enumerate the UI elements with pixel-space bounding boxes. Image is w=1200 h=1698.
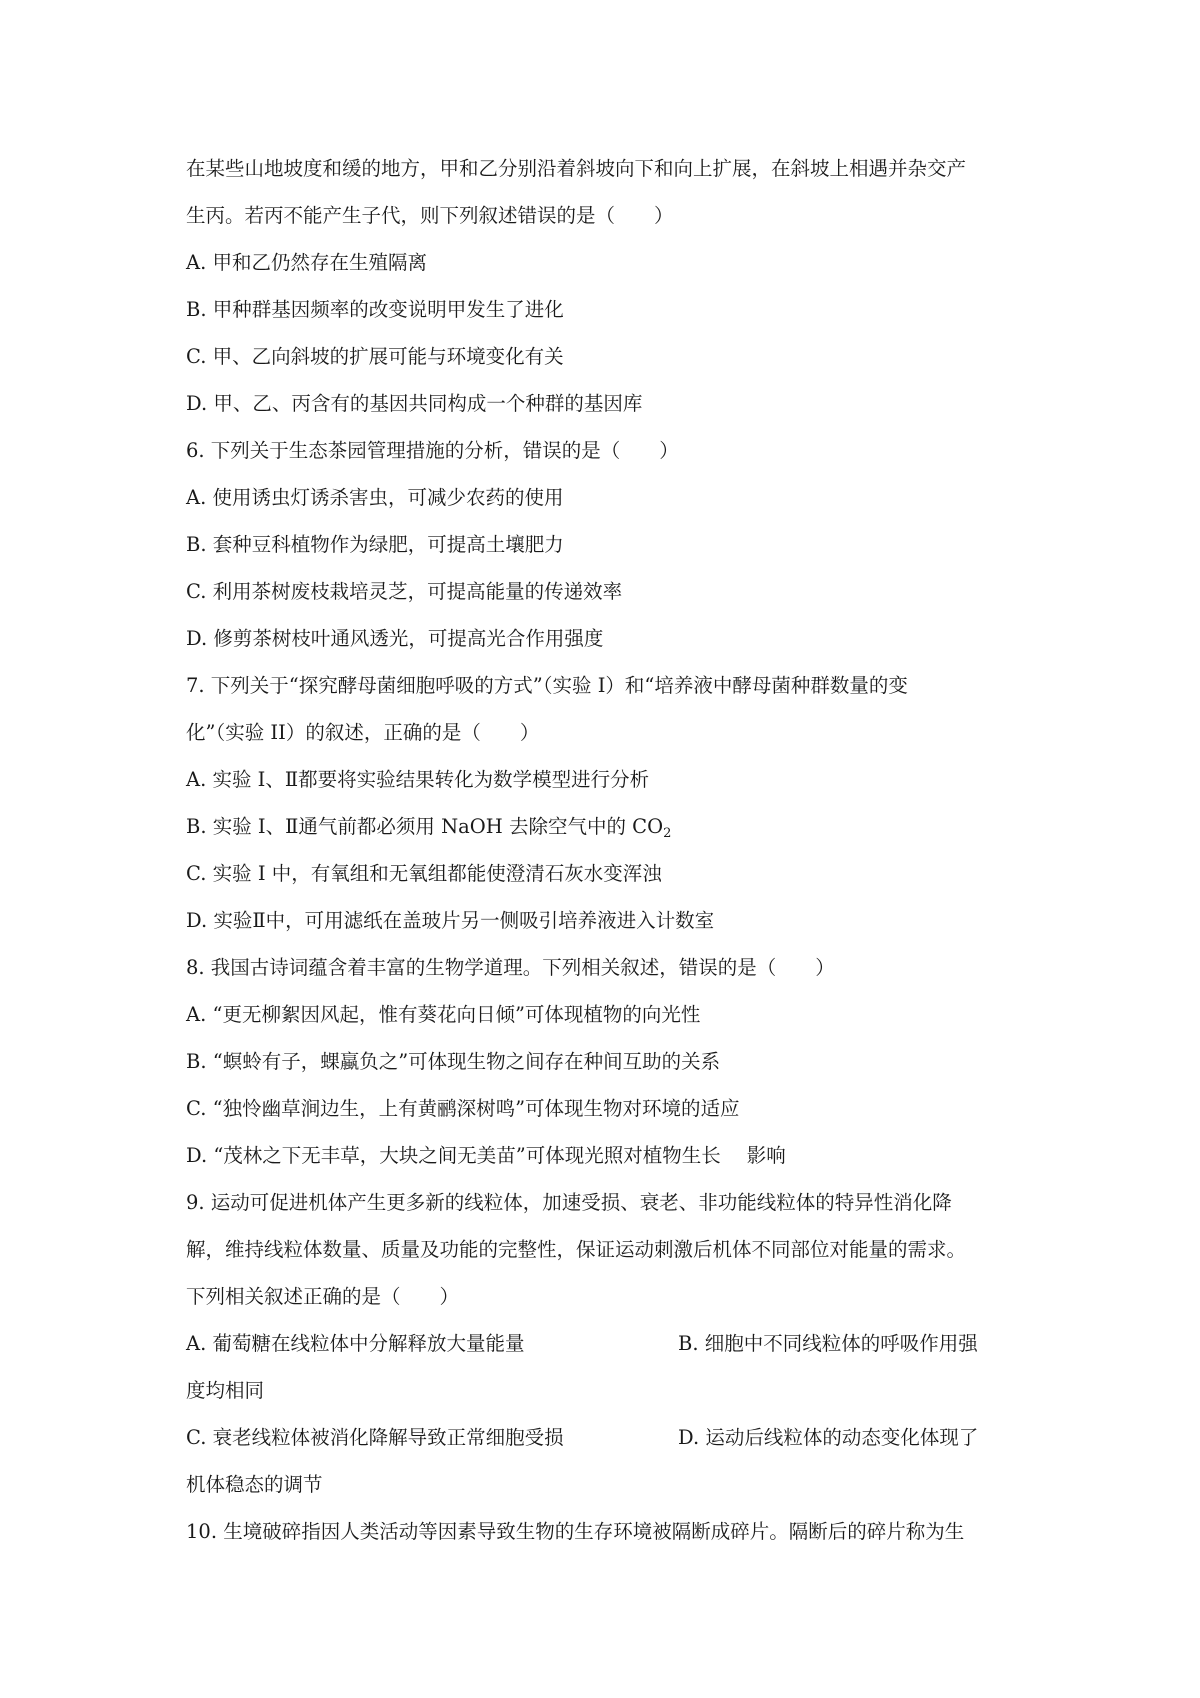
option-row [186,1425,1046,1451]
question-8: 8. 我国古诗词蕴含着丰富的生物学道理。下列相关叙述，错误的是（ ） [186,956,835,979]
option-c: C. 甲、乙向斜坡的扩展可能与环境变化有关 [186,345,564,368]
option-b-continued: 度均相同 [186,1379,265,1402]
option-d [186,1143,1046,1169]
text-line: 在某些山地坡度和缓的地方，甲和乙分别沿着斜坡向下和向上扩展，在斜坡上相遇并杂交产 [186,157,967,180]
question-10: 10. 生境破碎指因人类活动等因素导致生物的生存环境被隔断成碎片。隔断后的碎片称为生 [186,1520,965,1543]
question-7: 7. 下列关于“探究酵母菌细胞呼吸的方式”（实验 I）和“培养液中酵母菌种群数量的变 [186,674,908,697]
subscript: 2 [663,826,672,841]
option-d: D. 实验Ⅱ中，可用滤纸在盖玻片另一侧吸引培养液进入计数室 [186,909,715,932]
option-d-text: D. “茂林之下无丰草，大块之间无美苗”可体现光照对植物生长 [186,1144,721,1167]
option-d: D. 修剪茶树枝叶通风透光，可提高光合作用强度 [186,627,604,650]
option-a: A. 使用诱虫灯诱杀害虫，可减少农药的使用 [186,486,564,509]
option-b: B. 细胞中不同线粒体的呼吸作用强 [678,1332,978,1355]
option-b: B. 甲种群基因频率的改变说明甲发生了进化 [186,298,564,321]
text-line: 生丙。若丙不能产生子代，则下列叙述错误的是（ ） [186,204,674,227]
option-c: C. 利用茶树废枝栽培灵芝，可提高能量的传递效率 [186,580,623,603]
text-line: 解，维持线粒体数量、质量及功能的完整性，保证运动刺激后机体不同部位对能量的需求。 [186,1238,967,1261]
option-d: D. 甲、乙、丙含有的基因共同构成一个种群的基因库 [186,392,643,415]
option-c: C. 衰老线粒体被消化降解导致正常细胞受损 [186,1426,564,1449]
option-b: B. “螟蛉有子，蜾蠃负之”可体现生物之间存在种间互助的关系 [186,1050,721,1073]
question-9: 9. 运动可促进机体产生更多新的线粒体，加速受损、衰老、非功能线粒体的特异性消化降 [186,1191,952,1214]
option-c: C. 实验 I 中，有氧组和无氧组都能使澄清石灰水变浑浊 [186,862,662,885]
option-a: A. 葡萄糖在线粒体中分解释放大量能量 [186,1332,525,1355]
option-a: A. “更无柳絮因风起，惟有葵花向日倾”可体现植物的向光性 [186,1003,701,1026]
option-c: C. “独怜幽草涧边生，上有黄鹂深树鸣”可体现生物对环境的适应 [186,1097,740,1120]
text-line: 化”（实验 II）的叙述，正确的是（ ） [186,721,540,744]
option-d-continued: 机体稳态的调节 [186,1473,323,1496]
text-line: 下列相关叙述正确的是（ ） [186,1285,460,1308]
option-b [186,814,1046,840]
option-d-text-end: 影响 [746,1144,786,1167]
option-row [186,1331,1046,1357]
question-6: 6. 下列关于生态茶园管理措施的分析，错误的是（ ） [186,439,679,462]
option-b: B. 套种豆科植物作为绿肥，可提高土壤肥力 [186,533,564,556]
option-a: A. 实验 I、Ⅱ都要将实验结果转化为数学模型进行分析 [186,768,650,791]
option-b-text: B. 实验 I、Ⅱ通气前都必须用 NaOH 去除空气中的 CO [186,815,664,838]
option-d: D. 运动后线粒体的动态变化体现了 [678,1426,979,1449]
option-a: A. 甲和乙仍然存在生殖隔离 [186,251,427,274]
